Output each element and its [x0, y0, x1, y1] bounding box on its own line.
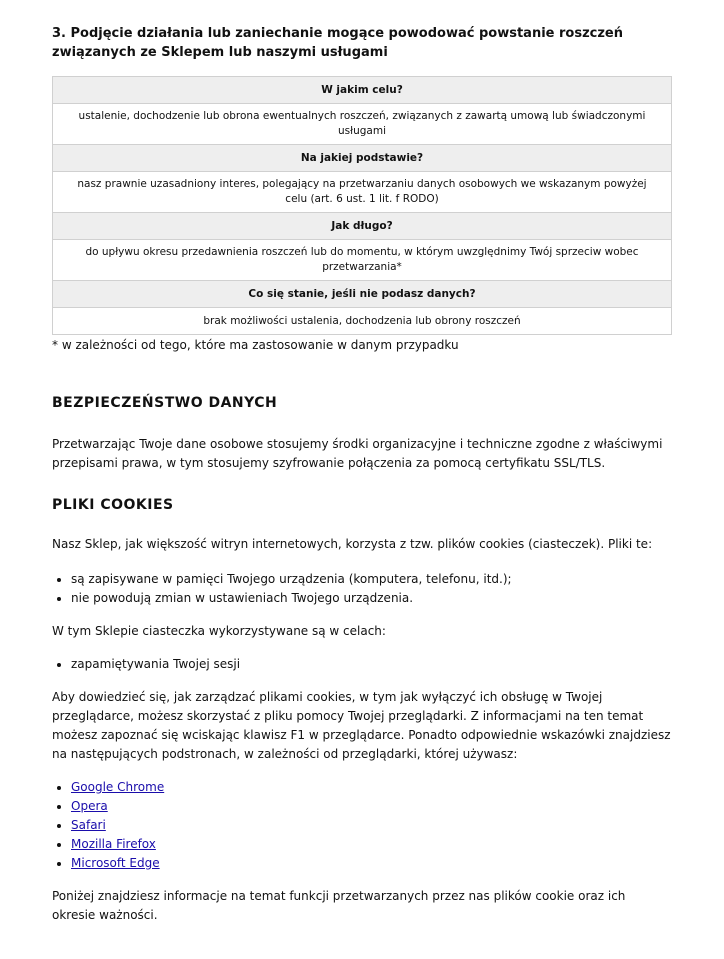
- cookies-intro: Nasz Sklep, jak większość witryn internetowych, korzysta z tzw. plików cookies (ciasteczek). Pliki te:: [52, 537, 653, 551]
- security-text: Przetwarzając Twoje dane osobowe stosujemy środki organizacyjne i techniczne zgodne z właściwymi przepisami prawa, w tym stosujemy szyfrowanie połączenia za pomocą certyfikatu SSL/TLS.: [52, 437, 663, 470]
- browser-links-list: [52, 778, 672, 873]
- link-google-chrome[interactable]: Google Chrome: [71, 780, 165, 794]
- question-cell: Co się stanie, jeśli nie podasz danych?: [53, 281, 672, 308]
- security-heading: BEZPIECZEŃSTWO DANYCH: [52, 395, 278, 411]
- link-safari[interactable]: Safari: [71, 818, 106, 832]
- cookies-closing-text: Poniżej znajdziesz informacje na temat funkcji przetwarzanych przez nas plików cookie oraz ich okresie ważności.: [52, 889, 626, 922]
- cookies-purposes-list: [52, 655, 672, 674]
- cookies-heading: PLIKI COOKIES: [52, 497, 174, 513]
- table-row: [53, 308, 672, 335]
- answer-cell: nasz prawnie uzasadniony interes, polegający na przetwarzaniu danych osobowych we wskazanym powyżej celu (art. 6 ust. 1 lit. f RODO): [53, 172, 672, 213]
- question-cell: W jakim celu?: [53, 77, 672, 104]
- answer-cell: brak możliwości ustalenia, dochodzenia lub obrony roszczeń: [53, 308, 672, 335]
- table-row: [53, 213, 672, 240]
- list-item: [71, 778, 672, 797]
- section-3-heading: 3. Podjęcie działania lub zaniechanie mogące powodować powstanie roszczeń związanych ze Sklepem lub naszymi usługami: [52, 26, 624, 60]
- table-row: [53, 240, 672, 281]
- link-microsoft-edge[interactable]: Microsoft Edge: [71, 856, 160, 870]
- table-row: [53, 145, 672, 172]
- list-item: [71, 854, 672, 873]
- list-item: • są zapisywane w pamięci Twojego urządzenia (komputera, telefonu, itd.);: [71, 570, 672, 589]
- list-item: • nie powodują zmian w ustawieniach Twojego urządzenia.: [71, 589, 672, 608]
- question-cell: Na jakiej podstawie?: [53, 145, 672, 172]
- table-row: [53, 77, 672, 104]
- answer-cell: do upływu okresu przedawnienia roszczeń lub do momentu, w którym uwzględnimy Twój sprzeciw wobec przetwarzania*: [53, 240, 672, 281]
- list-item: • zapamiętywania Twojej sesji: [71, 655, 672, 674]
- table-row: [53, 172, 672, 213]
- claims-info-table: [52, 76, 672, 335]
- link-mozilla-firefox[interactable]: Mozilla Firefox: [71, 837, 156, 851]
- link-opera[interactable]: Opera: [71, 799, 108, 813]
- question-cell: Jak długo?: [53, 213, 672, 240]
- table-row: [53, 104, 672, 145]
- cookies-purposes-intro: W tym Sklepie ciasteczka wykorzystywane są w celach:: [52, 624, 386, 638]
- cookies-traits-list: [52, 570, 672, 608]
- list-item: [71, 835, 672, 854]
- cookies-manage-text: Aby dowiedzieć się, jak zarządzać plikami cookies, w tym jak wyłączyć ich obsługę w Twojej przeglądarce, możesz skorzystać z pliku pomocy Twojej przeglądarki. Z informacjami na ten temat możesz zapoznać się wciskając klawisz F1 w przeglądarce. Ponadto odpowiednie wskazówki znajdziesz na następujących podstronach, w zależności od przeglądarki, której używasz:: [52, 690, 671, 761]
- list-item: [71, 797, 672, 816]
- table-footnote: * w zależności od tego, które ma zastosowanie w danym przypadku: [52, 338, 459, 352]
- list-item: [71, 816, 672, 835]
- answer-cell: ustalenie, dochodzenie lub obrona ewentualnych roszczeń, związanych z zawartą umową lub świadczonymi usługami: [53, 104, 672, 145]
- table-row: [53, 281, 672, 308]
